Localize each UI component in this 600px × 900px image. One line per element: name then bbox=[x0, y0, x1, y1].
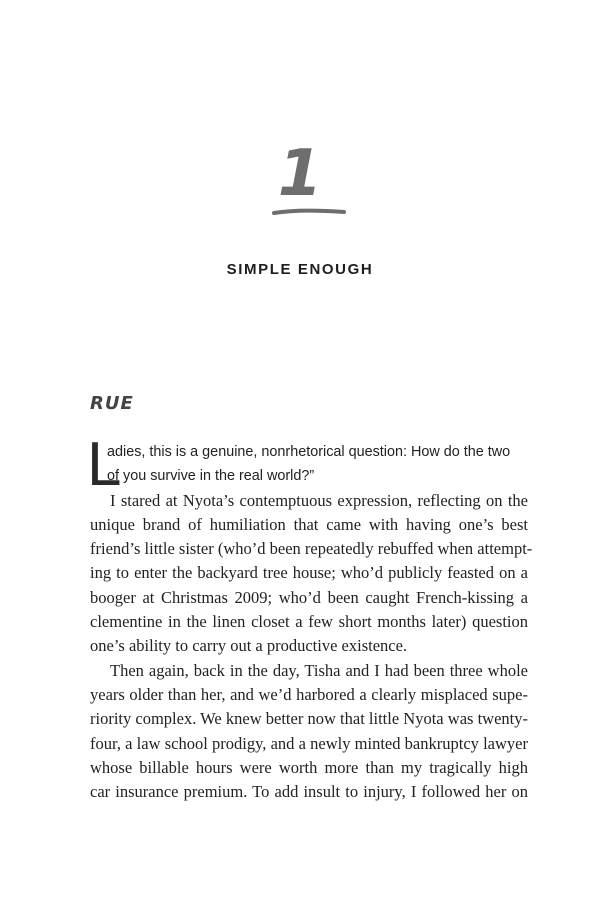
pov-label: RUE bbox=[90, 393, 134, 414]
opening-lines bbox=[87, 430, 528, 499]
text-line: unique brand of humiliation that came with having one’s best bbox=[90, 514, 528, 534]
paragraph-1 bbox=[90, 489, 533, 659]
opener-line: of you survive in the real world?” bbox=[107, 468, 315, 485]
drop-cap: L bbox=[87, 430, 122, 499]
text-line: Then again, back in the day, Tisha and I had been three whole bbox=[110, 660, 528, 680]
text-line: car insurance premium. To add insult to injury, I followed her on bbox=[90, 782, 528, 802]
text-line: four, a law school prodigy, and a newly minted bankruptcy lawyer bbox=[90, 733, 528, 753]
text-line: clementine in the linen closet a few short months later) question bbox=[90, 612, 528, 632]
opener-line: adies, this is a genuine, nonrhetorical question: How do the two bbox=[107, 444, 511, 460]
paragraph-2 bbox=[90, 659, 528, 805]
text-line: ing to enter the backyard tree house; who’d publicly feasted on a bbox=[90, 563, 528, 583]
chapter-divider bbox=[272, 205, 346, 217]
text-line: years older than her, and we’d harbored a clearly misplaced supe- bbox=[90, 684, 528, 704]
body-text bbox=[87, 430, 533, 804]
chapter-number: 1 bbox=[277, 137, 323, 211]
text-line: one’s ability to carry out a productive existence. bbox=[90, 636, 408, 656]
text-line: riority complex. We knew better now that little Nyota was twenty- bbox=[90, 709, 528, 729]
chapter-title: SIMPLE ENOUGH bbox=[226, 261, 374, 278]
text-line: whose billable hours were worth more than my tragically high bbox=[90, 757, 528, 777]
text-line: friend’s little sister (who’d been repeatedly rebuffed when attempt- bbox=[90, 539, 533, 559]
text-line: booger at Christmas 2009; who’d been caught French-kissing a bbox=[90, 587, 528, 607]
text-line: I stared at Nyota’s contemptuous expression, reflecting on the bbox=[110, 490, 528, 510]
